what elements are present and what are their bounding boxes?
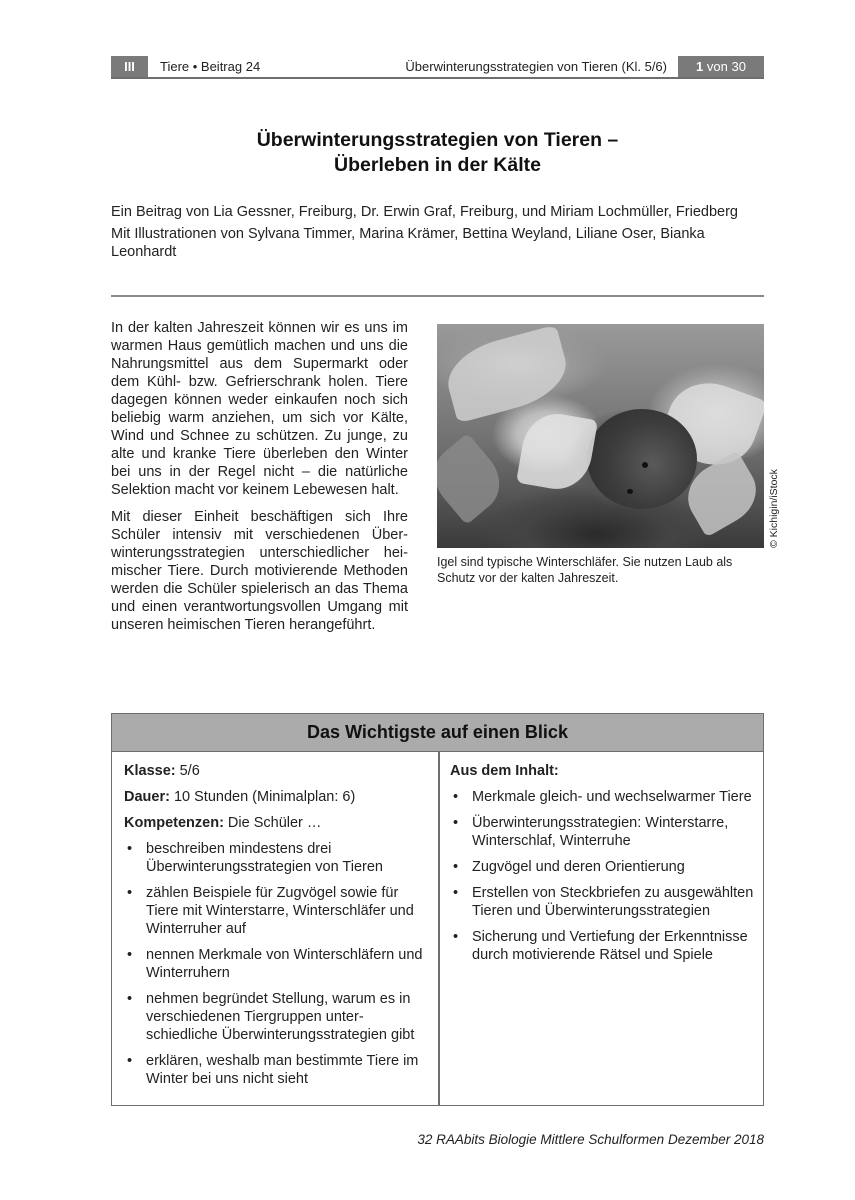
summary-box-columns [112, 752, 763, 1105]
bullet-icon: • [453, 929, 459, 945]
list-item-text: nennen Merkmale von Winterschläfern und Winterruhern [146, 947, 423, 981]
bullet-icon: • [127, 841, 133, 857]
inhalt-list [450, 788, 755, 964]
list-item-text: Überwinterungsstrategien: Winterstarre, Winterschlaf, Winterruhe [472, 815, 729, 849]
title-line-2: Überleben in der Kälte [334, 154, 541, 176]
list-item [124, 884, 429, 938]
kompetenzen-row [124, 814, 429, 832]
dauer-value: 10 Stunden (Minimalplan: 6) [169, 789, 356, 805]
list-item [450, 928, 755, 964]
klasse-label: Klasse: [124, 763, 176, 779]
list-item-text: Erstellen von Steckbriefen zu ausgewählten Tieren und Überwinterungsstrategien [472, 885, 754, 919]
list-item [450, 858, 755, 876]
hedgehog-photo [437, 324, 764, 548]
klasse-value: 5/6 [175, 763, 200, 779]
list-item [450, 788, 755, 806]
hedgehog-nose [627, 489, 633, 494]
list-item [124, 840, 429, 876]
list-item [124, 990, 429, 1044]
dauer-label: Dauer: [124, 789, 170, 805]
inhalt-heading-text: Aus dem Inhalt: [450, 763, 559, 779]
list-item [450, 884, 755, 920]
divider-rule [111, 295, 764, 297]
intro-paragraph-2: Mit dieser Einheit beschäftigen sich Ihre Schüler intensiv mit verschiedenen Überwinterungsstrategien unterschiedlicher heimischer Tiere. Durch motivierende Methoden werden die Schüler spielerisch an das Thema und einen verantwortungsvollen Umgang mit unseren heimischen Tieren herangeführt. [111, 509, 408, 633]
title-line-1: Überwinterungsstrategien von Tieren – [256, 129, 619, 151]
bullet-icon: • [453, 815, 459, 831]
page-footer: 32 RAAbits Biologie Mittlere Schulformen Dezember 2018 [417, 1132, 764, 1147]
list-item-text: zählen Beispiele für Zugvögel sowie für Tiere mit Winterstarre, Winterschläfer und Winterruher auf [146, 885, 414, 937]
running-title: Überwinterungsstrategien von Tieren (Kl. 5/6) [405, 59, 667, 74]
bullet-icon: • [453, 789, 459, 805]
list-item-text: Sicherung und Vertiefung der Erkenntnisse durch motivierende Rätsel und Spiele [472, 929, 748, 963]
page-total: von 30 [706, 59, 746, 74]
authors-contribution: Ein Beitrag von Lia Gessner, Freiburg, Dr. Erwin Graf, Freiburg, und Miriam Lochmüller, Friedberg [111, 204, 738, 220]
bullet-icon: • [127, 1053, 133, 1069]
authors-block [111, 203, 764, 265]
list-item-text: nehmen begründet Stellung, warum es in verschiedenen Tiergruppen unterschiedliche Überwinterungsstrategien gibt [146, 991, 415, 1043]
inhalt-heading [450, 762, 755, 780]
photo-caption: Igel sind typische Winterschläfer. Sie nutzen Laub als Schutz vor der kalten Jahreszeit. [437, 555, 733, 585]
series-label: Tiere • Beitrag 24 [160, 59, 261, 74]
column-divider [438, 752, 440, 1105]
list-item-text: Merkmale gleich- und wechselwarmer Tiere [472, 789, 752, 805]
page-title [111, 128, 764, 178]
intro-text [111, 319, 408, 643]
bullet-icon: • [453, 885, 459, 901]
list-item [450, 814, 755, 850]
bullet-icon: • [127, 947, 133, 963]
list-item-text: Zugvögel und deren Orientierung [472, 859, 685, 875]
klasse-row [124, 762, 429, 780]
summary-box [111, 713, 764, 1106]
running-header [111, 56, 764, 79]
list-item-text: erklären, weshalb man bestimmte Tiere im Winter bei uns nicht sieht [146, 1053, 419, 1087]
dauer-row [124, 788, 429, 806]
authors-illustrations: Mit Illustrationen von Sylvana Timmer, Marina Krämer, Bettina Weyland, Liliane Oser, Bianka Leonhardt [111, 226, 705, 260]
summary-right-column [450, 762, 755, 972]
kompetenzen-list [124, 840, 429, 1088]
summary-left-column [124, 762, 429, 1096]
photo-credit: © Kichigin/iStock [768, 469, 780, 548]
hedgehog-eye [642, 462, 648, 468]
list-item [124, 946, 429, 982]
summary-box-heading: Das Wichtigste auf einen Blick [112, 714, 763, 752]
intro-paragraph-1: In der kalten Jahreszeit können wir es uns im warmen Haus gemütlich machen und uns die Nahrungsmittel aus dem Supermarkt oder dem Kühl- bzw. Gefrierschrank holen. Tiere dagegen können weder einkaufen noch sich beliebig warm anziehen, um sich vor Kälte, Wind und Schnee zu schützen. Zu junge, zu alte und kranke Tiere überleben den Winter bei uns in der Regel nicht – die natürliche Selektion macht vor keinem Lebewesen halt. [111, 320, 408, 498]
kompetenzen-label: Kompetenzen: [124, 815, 224, 831]
page-indicator [678, 56, 764, 77]
list-item-text: beschreiben mindestens drei Überwinterungsstrategien von Tieren [146, 841, 383, 875]
page-current: 1 [696, 59, 704, 74]
bullet-icon: • [453, 859, 459, 875]
kompetenzen-value: Die Schüler … [223, 815, 322, 831]
bullet-icon: • [127, 885, 133, 901]
list-item [124, 1052, 429, 1088]
hedgehog-shape [587, 409, 697, 509]
section-marker: III [111, 56, 148, 77]
bullet-icon: • [127, 991, 133, 1007]
